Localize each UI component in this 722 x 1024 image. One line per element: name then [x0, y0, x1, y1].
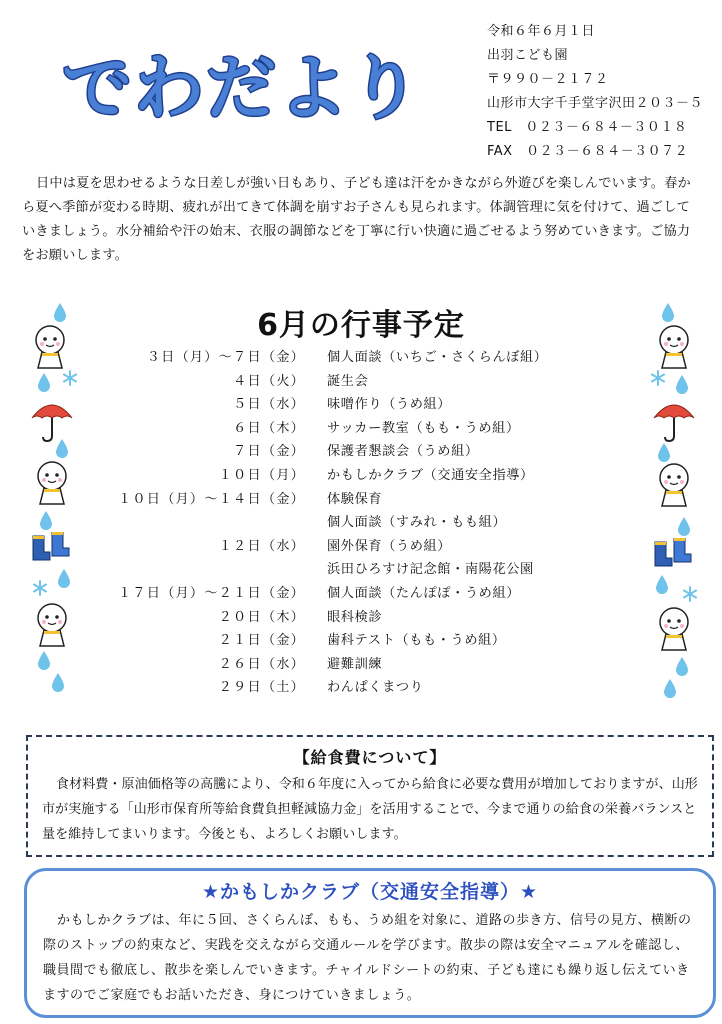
schedule-event: 個人面談（すみれ・もも組）: [327, 515, 507, 531]
schedule-event: 園外保育（うめ組）: [327, 538, 452, 554]
raindrop-icon: [674, 656, 690, 676]
teru-teru-bozu-icon: [34, 458, 70, 506]
teru-teru-bozu-icon: [34, 600, 70, 648]
schedule-event: 味噌作り（うめ組）: [327, 397, 452, 413]
schedule-event: 個人面談（いちご・さくらんぼ組）: [327, 350, 548, 365]
kamoshika-text: かもしかクラブは、年に５回、さくらんぼ、もも、うめ組を対象に、道路の歩き方、信号の見方、横断の際のストップの約束など、実践を交えながら交通ルールを学びます。散歩の際は安全マニュアルを確認し、職員間でも徹底し、散歩を楽しんでいきます。チャイルドシートの約束、子ども達にも繰り返し伝えていきますのでご家庭でもお話いただき、身につけていきましょう。: [43, 913, 692, 1003]
address-block: [487, 20, 703, 164]
newsletter-title: [58, 40, 438, 130]
teru-teru-bozu-icon: [656, 322, 692, 370]
snowflake-icon: [32, 580, 48, 596]
schedule-row: [110, 653, 580, 677]
schedule-date: ３日（月）～７日（金）: [146, 350, 305, 365]
lunch-fee-text: 食材料費・原油価格等の高騰により、令和６年度に入ってから給食に必要な費用が増加しておりますが、山形市が実施する「山形市保育所等給食費負担軽減協力金」を活用することで、今まで通りの給食の栄養バランスと量を維持してまいります。今後とも、よろしくお願いします。: [42, 777, 698, 842]
teru-teru-bozu-icon: [656, 604, 692, 652]
schedule-date: ７日（金）: [233, 444, 305, 460]
schedule-date: ５日（水）: [233, 397, 305, 413]
schedule-event: サッカー教室（もも・うめ組）: [327, 420, 520, 436]
schedule-date: １０日（月）: [218, 467, 305, 483]
teru-teru-bozu-icon: [32, 322, 68, 370]
schedule-row: [110, 370, 580, 394]
schedule-event: かもしかクラブ（交通安全指導）: [327, 467, 534, 483]
schedule-row: [110, 629, 580, 653]
schedule-event: 歯科テスト（もも・うめ組）: [327, 633, 506, 649]
schedule-date: ２９日（土）: [218, 680, 305, 696]
schedule-row: [110, 535, 580, 559]
snowflake-icon: [62, 370, 78, 386]
raindrop-icon: [656, 442, 672, 462]
schedule-date: ２０日（木）: [218, 609, 305, 625]
raindrop-icon: [50, 672, 66, 692]
schedule-row: [110, 582, 580, 606]
title-text: でわだより: [62, 47, 422, 129]
schedule-event: 眼科検診: [327, 609, 383, 625]
decoration-left: [24, 296, 84, 706]
issue-date: 令和６年６月１日: [487, 24, 596, 39]
schedule-row: [110, 558, 580, 582]
lunch-fee-box: [26, 735, 714, 857]
lunch-fee-heading: 【給食費について】: [293, 748, 447, 767]
raindrop-icon: [38, 510, 54, 530]
schedule-row: [110, 393, 580, 417]
raindrop-icon: [36, 650, 52, 670]
schedule-date: ６日（木）: [233, 420, 305, 436]
schedule-event: 誕生会: [327, 373, 369, 389]
raindrop-icon: [52, 302, 68, 322]
raindrop-icon: [660, 302, 676, 322]
schedule-list: [110, 346, 580, 700]
organization-name: 出羽こども園: [487, 48, 569, 63]
snowflake-icon: [682, 586, 698, 602]
raindrop-icon: [676, 516, 692, 536]
umbrella-icon: [652, 396, 696, 444]
raindrop-icon: [674, 374, 690, 394]
schedule-row: [110, 676, 580, 700]
schedule-date: ２１日（金）: [218, 633, 305, 649]
schedule-event: わんぱくまつり: [327, 680, 424, 696]
raindrop-icon: [36, 372, 52, 392]
rain-boots-icon: [652, 538, 694, 568]
title-logo: [58, 40, 438, 130]
street-address: 山形市大字千手堂字沢田２０３－５: [487, 96, 704, 111]
umbrella-icon: [30, 396, 74, 444]
schedule-event: 避難訓練: [327, 656, 383, 672]
rain-boots-icon: [30, 532, 72, 562]
schedule-row: [110, 606, 580, 630]
fax: FAX ０２３－６８４－３０７２: [487, 144, 689, 159]
raindrop-icon: [662, 678, 678, 698]
schedule-event: 浜田ひろすけ記念館・南陽花公園: [327, 562, 534, 578]
raindrop-icon: [56, 568, 72, 588]
telephone: TEL ０２３－６８４－３０１８: [487, 120, 688, 135]
schedule-row: [110, 464, 580, 488]
schedule-date: [110, 511, 305, 535]
schedule-row: [110, 488, 580, 512]
schedule-date: ２６日（水）: [218, 656, 305, 672]
schedule-date: １７日（月）～２１日（金）: [117, 585, 305, 601]
snowflake-icon: [650, 370, 666, 386]
intro-paragraph: 日中は夏を思わせるような日差しが強い日もあり、子ども達は汗をかきながら外遊びを楽しんでいます。春から夏へ季節が変わる時期、疲れが出てきて体調を崩すお子さんも見られます。体調管理に気を付けて、過ごしていきましょう。水分補給や汗の始末、衣服の調節などを丁寧に行い快適に過ごせるよう努めていきます。ご協力をお願いします。: [22, 176, 691, 263]
decoration-right: [640, 296, 700, 706]
schedule-date: [110, 558, 305, 582]
schedule-event: 保護者懇談会（うめ組）: [327, 444, 479, 460]
schedule-event: 個人面談（たんぽぽ・うめ組）: [327, 585, 521, 601]
schedule-date: ４日（火）: [233, 373, 305, 389]
teru-teru-bozu-icon: [656, 460, 692, 508]
postal-code: 〒９９０－２１７２: [487, 72, 609, 87]
schedule-row: [110, 346, 580, 370]
raindrop-icon: [54, 438, 70, 458]
kamoshika-heading: ★かもしかクラブ（交通安全指導）★: [201, 881, 539, 903]
schedule-row: [110, 440, 580, 464]
kamoshika-club-box: [24, 868, 716, 1018]
schedule-title: 6月の行事予定: [257, 308, 465, 343]
schedule-row: [110, 417, 580, 441]
raindrop-icon: [654, 574, 670, 594]
schedule-event: 体験保育: [327, 491, 383, 507]
schedule-date: １２日（水）: [218, 538, 305, 554]
schedule-date: １０日（月）～１４日（金）: [117, 491, 305, 507]
schedule-row: [110, 511, 580, 535]
